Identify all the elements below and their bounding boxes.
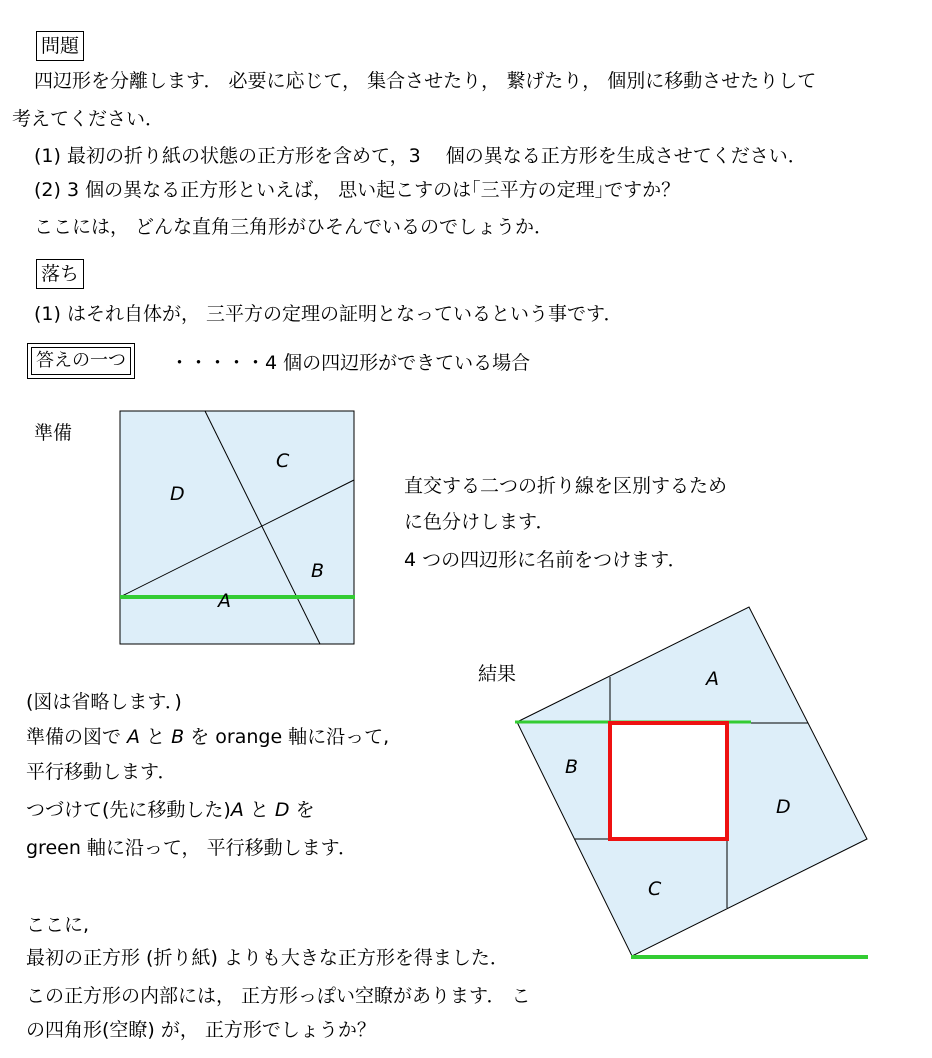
piece-ref-d: D xyxy=(274,799,290,821)
note-9: の四角形(空瞭) が， 正方形でしょうか？ xyxy=(26,1019,376,1041)
center-gap xyxy=(610,723,727,839)
question-2: (2) 3 個の異なる正方形といえば， 思い起こすのは｢三平方の定理｣ですか？ xyxy=(34,179,681,201)
note-8: この正方形の内部には， 正方形っぽい空瞭があります． こ xyxy=(26,985,531,1007)
piece-label-d: D xyxy=(170,483,185,505)
note-2: 準備の図で A と B を orange 軸に沿って, xyxy=(26,726,390,748)
note-1: (図は省略します．) xyxy=(26,691,182,713)
piece-label-b: B xyxy=(311,560,325,582)
question-1: (1) 最初の折り紙の状態の正方形を含めて，3 個の異なる正方形を生成させてください． xyxy=(34,145,807,167)
piece-ref-a: A xyxy=(230,799,244,821)
note-3: 平行移動します． xyxy=(26,761,177,783)
result-label: 結果 xyxy=(478,663,517,685)
note-4: つづけて(先に移動した)A と D を xyxy=(26,799,315,821)
note-6: ここに, xyxy=(26,914,90,936)
problem-line1: 四辺形を分離します． 必要に応じて， 集合させたり， 繋げたり， 個別に移動させたりして xyxy=(34,70,817,92)
piece-label-a: A xyxy=(218,590,231,612)
question-3: ここには， どんな直角三角形がひそんでいるのでしょうか． xyxy=(34,216,554,238)
prep-desc-1: 直交する二つの折り線を区別するため xyxy=(404,475,728,497)
ochi-heading: 落ち xyxy=(36,259,84,289)
paper-square xyxy=(120,411,354,644)
answer-heading: 答えの一つ xyxy=(27,343,135,379)
result-piece-b: B xyxy=(565,756,579,778)
result-diagram xyxy=(515,607,868,957)
piece-ref-a: A xyxy=(127,726,141,748)
piece-label-c: C xyxy=(276,450,290,472)
result-piece-c: C xyxy=(648,878,662,900)
ochi-text: (1) はそれ自体が， 三平方の定理の証明となっているという事です． xyxy=(34,303,623,325)
prep-desc-2: に色分けします． xyxy=(404,511,555,533)
prep-diagram xyxy=(120,411,355,644)
answer-text: ・・・・・4 個の四辺形ができている場合 xyxy=(170,352,531,374)
prep-desc-3: 4 つの四辺形に名前をつけます． xyxy=(404,549,687,571)
note-5: green 軸に沿って， 平行移動します． xyxy=(26,837,358,859)
note-7: 最初の正方形 (折り紙) よりも大きな正方形を得ました． xyxy=(26,947,509,969)
result-piece-a: A xyxy=(706,668,719,690)
prep-label: 準備 xyxy=(34,422,73,444)
piece-ref-b: B xyxy=(171,726,185,748)
problem-line2: 考えてください． xyxy=(12,108,165,130)
problem-heading: 問題 xyxy=(36,31,84,61)
result-piece-d: D xyxy=(776,796,791,818)
